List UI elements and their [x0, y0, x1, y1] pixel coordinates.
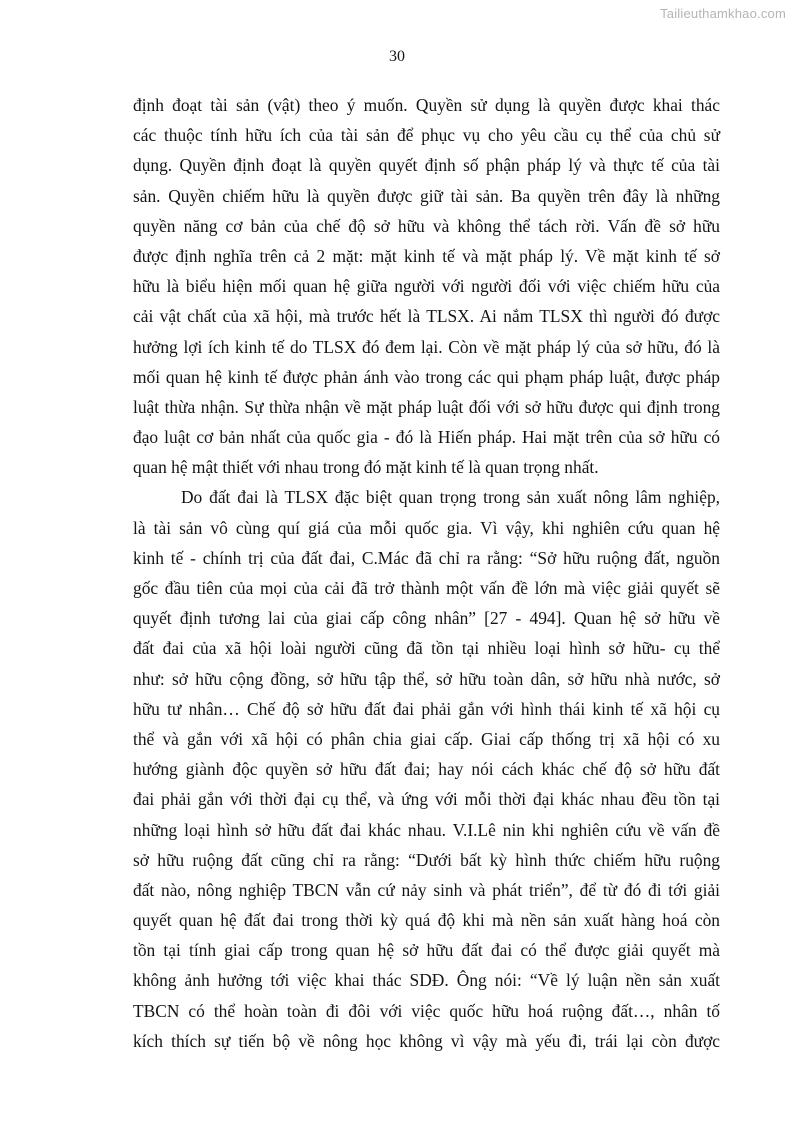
paragraph-line: hưởng lợi ích kinh tế do TLSX đó đem lại. Còn về mặt pháp lý của sở hữu, đó là [133, 336, 720, 357]
paragraph-line: sản. Quyền chiếm hữu là quyền được giữ tài sản. Ba quyền trên đây là những [133, 185, 720, 206]
paragraph-line: quan hệ mật thiết với nhau trong đó mặt kinh tế là quan trọng nhất. [133, 457, 599, 478]
paragraph-line: đất nào, nông nghiệp TBCN vẫn cứ nảy sinh và phát triển”, để từ đó đi tới giải [133, 879, 720, 900]
paragraph-line: tồn tại tính giai cấp trong quan hệ sở hữu đất đai có thể được giải quyết mà [133, 940, 720, 961]
page-number: 30 [389, 48, 405, 65]
paragraph-1 [133, 90, 720, 482]
paragraph-line: hữu là biểu hiện mối quan hệ giữa người với người đối với việc chiếm hữu của [133, 276, 720, 297]
paragraph-line: kích thích sự tiến bộ về nông học không vì vậy mà yếu đi, trái lại còn được [133, 1030, 720, 1051]
paragraph-line: dụng. Quyền định đoạt là quyền quyết định số phận pháp lý và thực tế của tài [133, 155, 720, 176]
paragraph-line: hướng giành độc quyền sở hữu đất đai; hay nói cách khác chế độ sở hữu đất [133, 759, 720, 780]
paragraph-line: cải vật chất của xã hội, mà trước hết là TLSX. Ai nắm TLSX thì người đó được [133, 306, 720, 327]
paragraph-line: hữu tư nhân… Chế độ sở hữu đất đai phải gắn với hình thái kinh tế xã hội cụ [133, 698, 720, 719]
paragraph-line: mối quan hệ kinh tế được phản ánh vào trong các qui phạm pháp luật, được pháp [133, 366, 720, 387]
paragraph-line: các thuộc tính hữu ích của tài sản để phục vụ cho yêu cầu cụ thể của chủ sử [133, 125, 720, 146]
paragraph-line: những loại hình sở hữu đất đai khác nhau. V.I.Lê nin khi nghiên cứu về vấn đề [133, 819, 720, 840]
paragraph-line: đạo luật cơ bản nhất của quốc gia - đó là Hiến pháp. Hai mặt trên của sở hữu có [133, 427, 720, 448]
paragraph-line: được định nghĩa trên cả 2 mặt: mặt kinh tế và mặt pháp lý. Về mặt kinh tế sở [133, 245, 720, 266]
paragraph-line: không ảnh hưởng tới việc khai thác SDĐ. Ông nói: “Về lý luận nền sản xuất [133, 970, 720, 991]
paragraph-line: đai phải gắn với thời đại cụ thể, và ứng với mỗi thời đại khác nhau đều tồn tại [133, 789, 720, 810]
paragraph-line: đất đai của xã hội loài người cũng đã tồn tại nhiều loại hình sở hữu- cụ thể [133, 638, 720, 659]
paragraph-line: kinh tế - chính trị của đất đai, C.Mác đã chỉ ra rằng: “Sở hữu ruộng đất, nguồn [133, 547, 720, 568]
paragraph-line: TBCN có thể hoàn toàn đi đôi với việc quốc hữu hoá ruộng đất…, nhân tố [133, 1000, 720, 1021]
paragraph-line: Do đất đai là TLSX đặc biệt quan trọng trong sản xuất nông lâm nghiệp, [181, 487, 720, 508]
watermark-text: Tailieuthamkhao.com [660, 6, 786, 21]
paragraph-line: là tài sản vô cùng quí giá của mỗi quốc gia. Vì vậy, khi nghiên cứu quan hệ [133, 517, 720, 538]
paragraph-line: gốc đầu tiên của mọi của cải đã trở thành một vấn đề lớn mà việc giải quyết sẽ [133, 578, 720, 598]
paragraph-line: luật thừa nhận. Sự thừa nhận về mặt pháp luật đối với sở hữu được qui định trong [133, 396, 720, 417]
paragraph-2 [133, 482, 720, 1056]
paragraph-line: quyền năng cơ bản của chế độ sở hữu và không thể tách rời. Vấn đề sở hữu [133, 215, 720, 236]
paragraph-line: quyết định tương lai của giai cấp công nhân” [27 - 494]. Quan hệ sở hữu về [133, 608, 720, 629]
paragraph-line: định đoạt tài sản (vật) theo ý muốn. Quyền sử dụng là quyền được khai thác [133, 95, 720, 115]
paragraph-line: sở hữu ruộng đất cũng chỉ ra rằng: “Dưới bất kỳ hình thức chiếm hữu ruộng [133, 849, 720, 870]
paragraph-line: như: sở hữu cộng đồng, sở hữu tập thể, sở hữu toàn dân, sở hữu nhà nước, sở [133, 668, 720, 689]
document-body [133, 90, 720, 1056]
paragraph-line: thể và gắn với xã hội có phân chia giai cấp. Giai cấp thống trị xã hội có xu [133, 728, 720, 749]
paragraph-line: quyết quan hệ đất đai trong thời kỳ quá độ khi mà nền sản xuất hàng hoá còn [133, 910, 720, 931]
